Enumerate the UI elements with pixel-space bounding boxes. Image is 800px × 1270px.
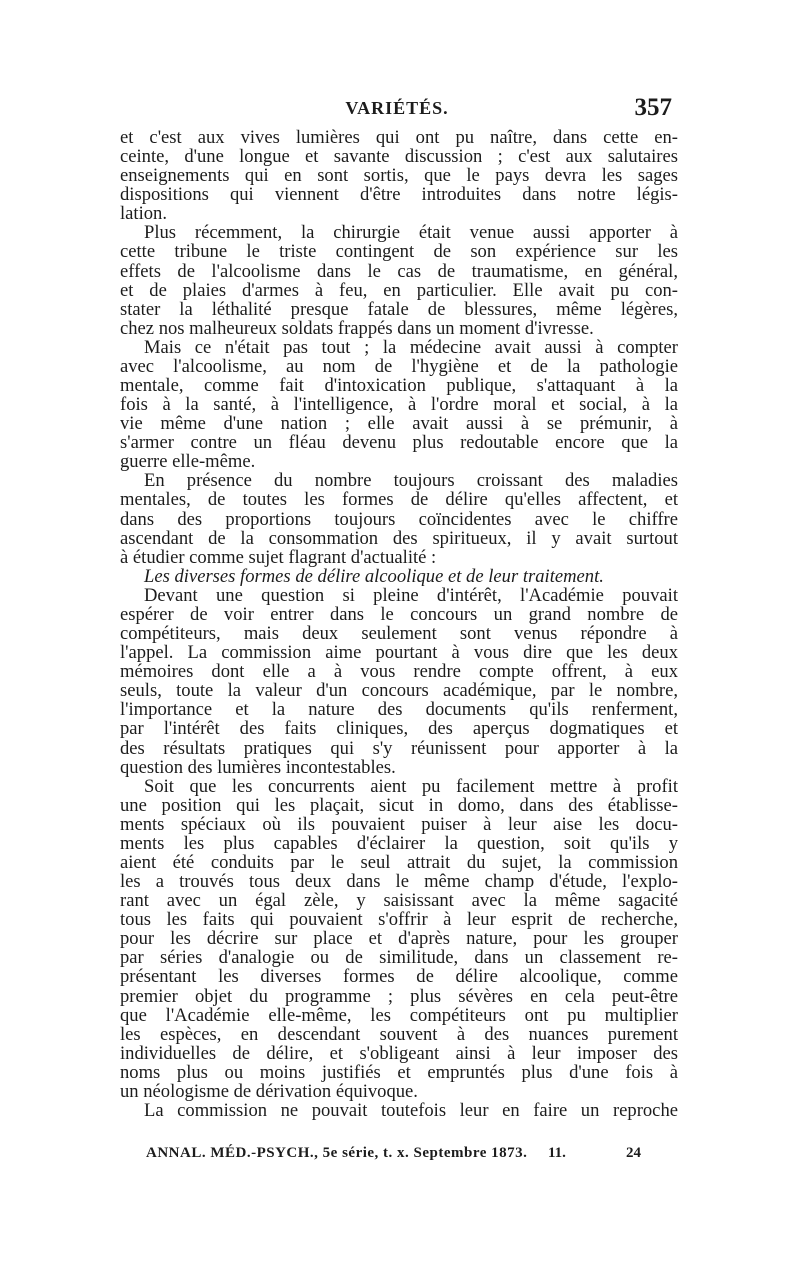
text-line: s'armer contre un fléau devenu plus redoutable encore que la xyxy=(120,432,678,454)
text-line: à étudier comme sujet flagrant d'actualité : xyxy=(120,546,437,568)
text-line: effets de l'alcoolisme dans le cas de traumatisme, en général, xyxy=(120,260,678,282)
text-line: individuelles de délire, et s'obligeant ainsi à leur imposer des xyxy=(120,1042,678,1064)
text-line: Soit que les concurrents aient pu facilement mettre à profit xyxy=(144,775,678,797)
text-line: guerre elle-même. xyxy=(120,451,256,473)
text-line: des résultats pratiques qui s'y réunissent pour apporter à la xyxy=(120,737,678,759)
text-line: présentant les diverses formes de délire alcoolique, comme xyxy=(120,966,678,988)
question-title: Les diverses formes de délire alcoolique et de leur traitement. xyxy=(144,565,604,587)
body-text xyxy=(120,128,678,1120)
text-line: vie même d'une nation ; elle avait aussi à se prémunir, à xyxy=(120,413,678,435)
text-line: avec l'alcoolisme, au nom de l'hygiène et de la pathologie xyxy=(120,355,678,377)
page-number: 357 xyxy=(634,94,672,121)
text-line: mémoires dont elle a à vous rendre compte offrent, à eux xyxy=(120,661,678,683)
text-line: rant avec un égal zèle, y saisissant avec la même sagacité xyxy=(120,890,678,912)
text-line: dispositions qui viennent d'être introduites dans notre légis- xyxy=(120,184,678,206)
text-line: espérer de voir entrer dans le concours un grand nombre de xyxy=(120,603,678,625)
text-line: une position qui les plaçait, sicut in domo, dans des établisse- xyxy=(120,794,678,816)
text-line: chez nos malheureux soldats frappés dans un moment d'ivresse. xyxy=(120,317,594,339)
text-line: l'importance et la nature des documents qu'ils renferment, xyxy=(120,699,678,721)
text-line: par séries d'analogie ou de similitude, dans un classement re- xyxy=(120,947,678,969)
running-title: VARIÉTÉS. xyxy=(345,98,449,118)
text-line: lation. xyxy=(120,203,167,225)
text-line: pour les décrire sur place et d'après nature, pour les grouper xyxy=(120,928,678,950)
page-header xyxy=(122,94,672,124)
text-line: tous les faits qui pouvaient s'offrir à leur esprit de recherche, xyxy=(120,909,678,931)
signature-mark: 11. xyxy=(548,1145,566,1161)
text-line: Devant une question si pleine d'intérêt, l'Académie pouvait xyxy=(144,584,678,606)
text-line: enseignements qui en sont sortis, que le pays devra les sages xyxy=(120,165,678,187)
text-line: par l'intérêt des faits cliniques, des aperçus dogmatiques et xyxy=(120,718,678,740)
text-line: et de plaies d'armes à feu, en particulier. Elle avait pu con- xyxy=(120,279,678,301)
text-line: aient été conduits par le seul attrait du sujet, la commission xyxy=(120,851,678,873)
text-line: La commission ne pouvait toutefois leur en faire un reproche xyxy=(144,1099,678,1121)
text-line: et c'est aux vives lumières qui ont pu naître, dans cette en- xyxy=(120,127,678,148)
text-line: dans des proportions toujours coïncidentes avec le chiffre xyxy=(120,508,678,530)
text-line: ceinte, d'une longue et savante discussion ; c'est aux salutaires xyxy=(120,146,678,168)
text-line: fois à la santé, à l'intelligence, à l'ordre moral et social, à la xyxy=(120,394,678,416)
text-line: En présence du nombre toujours croissant des maladies xyxy=(144,470,678,492)
text-line: stater la léthalité presque fatale de blessures, même légères, xyxy=(120,298,678,320)
text-line: question des lumières incontestables. xyxy=(120,756,396,778)
text-line: noms plus ou moins justifiés et empruntés plus d'une fois à xyxy=(120,1061,678,1083)
text-line: que l'Académie elle-même, les compétiteurs ont pu multiplier xyxy=(120,1004,678,1026)
text-line: mentale, comme fait d'intoxication publique, s'attaquant à la xyxy=(120,375,678,397)
text-line: Mais ce n'était pas tout ; la médecine avait aussi à compter xyxy=(144,336,678,358)
page-footer xyxy=(146,1145,646,1167)
text-line: les a trouvés tous deux dans le même champ d'étude, l'explo- xyxy=(120,871,678,893)
text-line: ments spéciaux où ils pouvaient puiser à leur aise les docu- xyxy=(120,813,678,835)
journal-signature: ANNAL. MÉD.-PSYCH., 5e série, t. x. Septembre 1873. xyxy=(146,1145,528,1161)
text-line: ments les plus capables d'éclairer la question, soit qu'ils y xyxy=(120,832,678,854)
text-line: premier objet du programme ; plus sévères en cela peut-être xyxy=(120,985,678,1007)
text-line: ascendant de la consommation des spiritueux, il y avait surtout xyxy=(120,527,678,549)
text-line: seuls, toute la valeur d'un concours académique, par le nombre, xyxy=(120,680,678,702)
text-line: Plus récemment, la chirurgie était venue aussi apporter à xyxy=(144,222,678,244)
text-line: l'appel. La commission aime pourtant à vous dire que les deux xyxy=(120,642,678,664)
sheet-number: 24 xyxy=(626,1145,641,1161)
text-line: mentales, de toutes les formes de délire qu'elles affectent, et xyxy=(120,489,678,511)
text-line: compétiteurs, mais deux seulement sont venus répondre à xyxy=(120,623,678,645)
text-line: les espèces, en descendant souvent à des nuances purement xyxy=(120,1023,678,1045)
text-line: cette tribune le triste contingent de son expérience sur les xyxy=(120,241,678,263)
text-line: un néologisme de dérivation équivoque. xyxy=(120,1080,418,1102)
